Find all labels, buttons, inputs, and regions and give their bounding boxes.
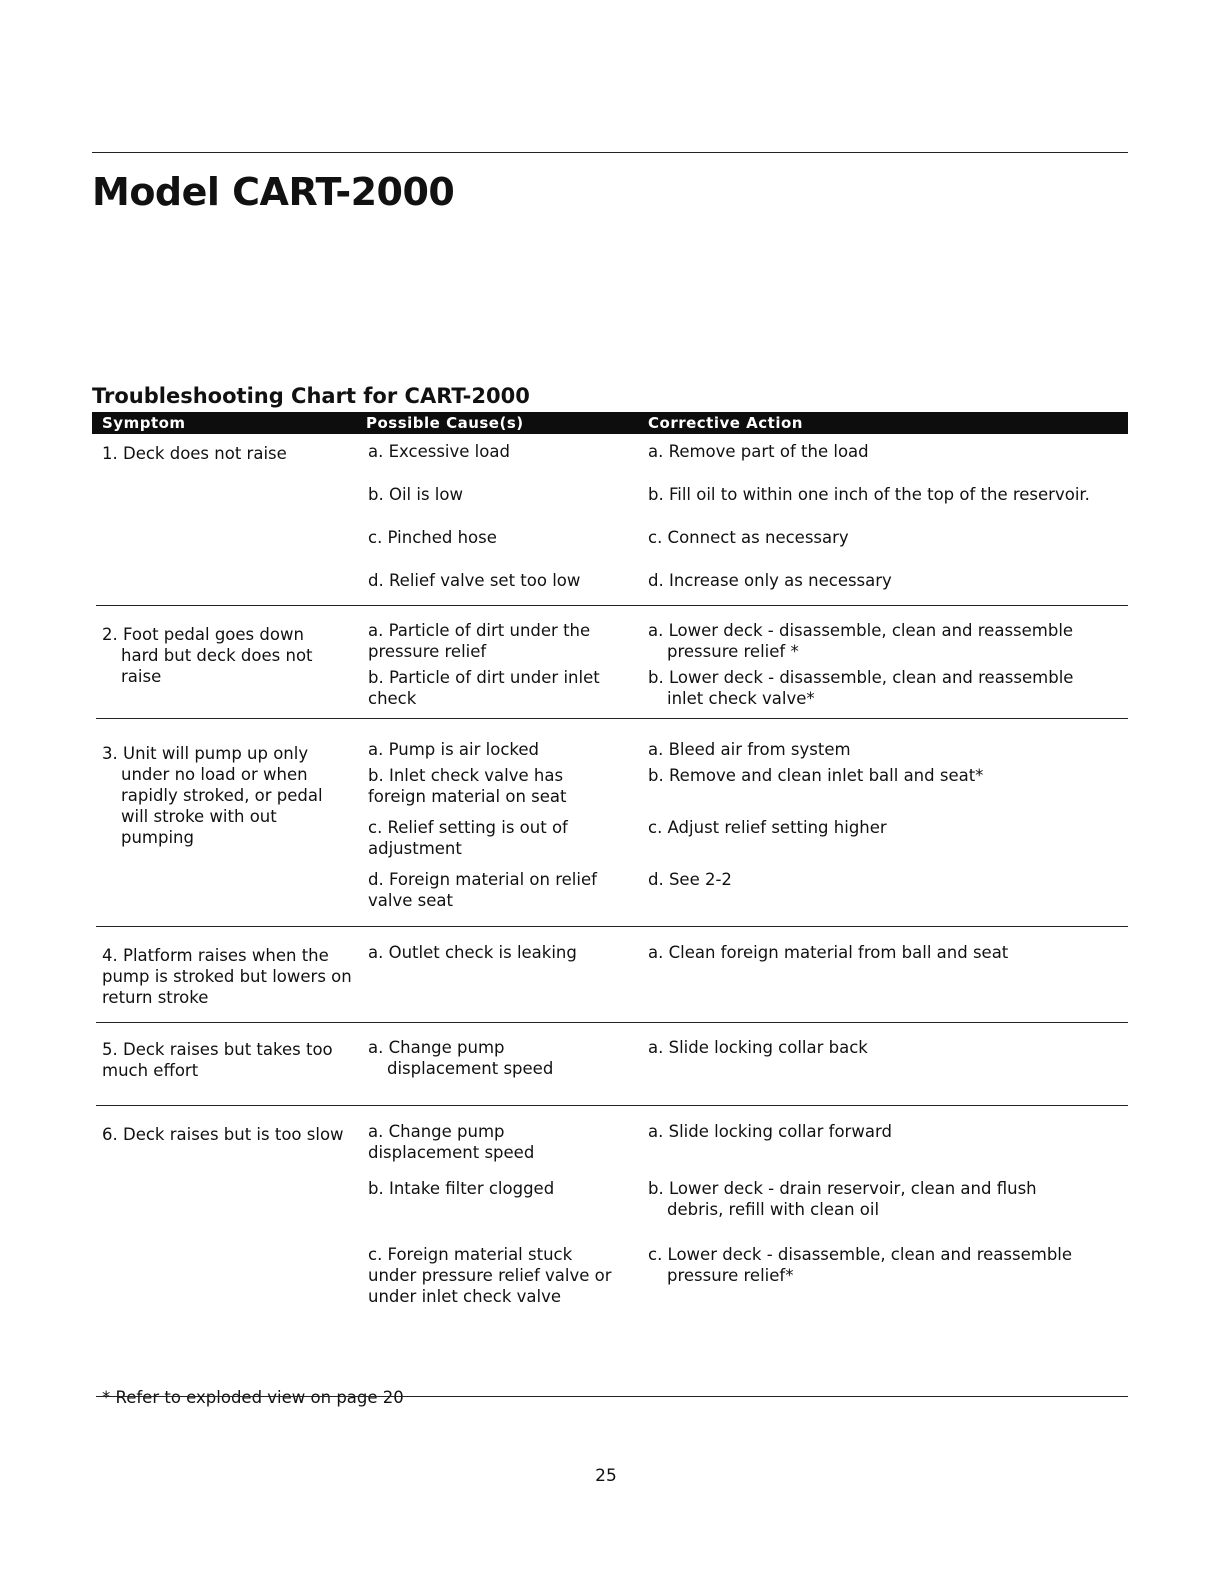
section-title: Troubleshooting Chart for CART-2000 (92, 384, 530, 408)
cause-1b: b. Oil is low (368, 485, 463, 504)
cause-4a: a. Outlet check is leaking (368, 943, 577, 962)
action-1d: d. Increase only as necessary (648, 571, 892, 590)
header-action: Corrective Action (648, 414, 803, 432)
footnote: * Refer to exploded view on page 20 (102, 1388, 404, 1407)
action-2b: b. Lower deck - disassemble, clean and reassemble inlet check valve* (648, 668, 1074, 708)
page-title: Model CART-2000 (92, 170, 455, 214)
cause-5a: a. Change pump displacement speed (368, 1038, 554, 1078)
symptom-6: 6. Deck raises but is too slow (102, 1125, 344, 1144)
cause-6b: b. Intake filter clogged (368, 1179, 555, 1198)
top-divider (92, 152, 1128, 153)
symptom-5: 5. Deck raises but takes too much effort (102, 1040, 333, 1080)
action-3b: b. Remove and clean inlet ball and seat* (648, 766, 984, 785)
action-4a: a. Clean foreign material from ball and seat (648, 943, 1009, 962)
cause-2b: b. Particle of dirt under inlet check (368, 668, 600, 708)
cause-1a: a. Excessive load (368, 442, 510, 461)
row-divider (96, 605, 1128, 606)
symptom-4: 4. Platform raises when the pump is stroked but lowers on return stroke (102, 946, 352, 1007)
cause-6a: a. Change pump displacement speed (368, 1122, 535, 1162)
action-1a: a. Remove part of the load (648, 442, 869, 461)
cause-1d: d. Relief valve set too low (368, 571, 581, 590)
cause-3c: c. Relief setting is out of adjustment (368, 818, 568, 858)
row-divider (96, 718, 1128, 719)
cause-3a: a. Pump is air locked (368, 740, 540, 759)
header-symptom: Symptom (102, 414, 186, 432)
action-6b: b. Lower deck - drain reservoir, clean and flush debris, refill with clean oil (648, 1179, 1037, 1219)
action-3d: d. See 2-2 (648, 870, 732, 889)
action-5a: a. Slide locking collar back (648, 1038, 868, 1057)
bottom-divider (96, 1396, 1128, 1397)
symptom-1: 1. Deck does not raise (102, 444, 287, 463)
cause-6c: c. Foreign material stuck under pressure relief valve or under inlet check valve (368, 1245, 612, 1306)
action-2a: a. Lower deck - disassemble, clean and reassemble pressure relief * (648, 621, 1074, 661)
action-3a: a. Bleed air from system (648, 740, 851, 759)
row-divider (96, 1022, 1128, 1023)
row-divider (96, 1105, 1128, 1106)
cause-3d: d. Foreign material on relief valve seat (368, 870, 597, 910)
row-divider (96, 926, 1128, 927)
cause-1c: c. Pinched hose (368, 528, 497, 547)
action-6c: c. Lower deck - disassemble, clean and reassemble pressure relief* (648, 1245, 1073, 1285)
action-1b: b. Fill oil to within one inch of the top of the reservoir. (648, 485, 1090, 504)
action-3c: c. Adjust relief setting higher (648, 818, 887, 837)
action-6a: a. Slide locking collar forward (648, 1122, 892, 1141)
symptom-2: 2. Foot pedal goes down hard but deck does not raise (102, 625, 313, 686)
header-cause: Possible Cause(s) (366, 414, 524, 432)
symptom-3: 3. Unit will pump up only under no load or when rapidly stroked, or pedal will stroke with out pumping (102, 744, 323, 847)
action-1c: c. Connect as necessary (648, 528, 849, 547)
cause-3b: b. Inlet check valve has foreign material on seat (368, 766, 567, 806)
cause-2a: a. Particle of dirt under the pressure relief (368, 621, 591, 661)
table-header (92, 412, 1128, 434)
page-number: 25 (595, 1466, 617, 1486)
